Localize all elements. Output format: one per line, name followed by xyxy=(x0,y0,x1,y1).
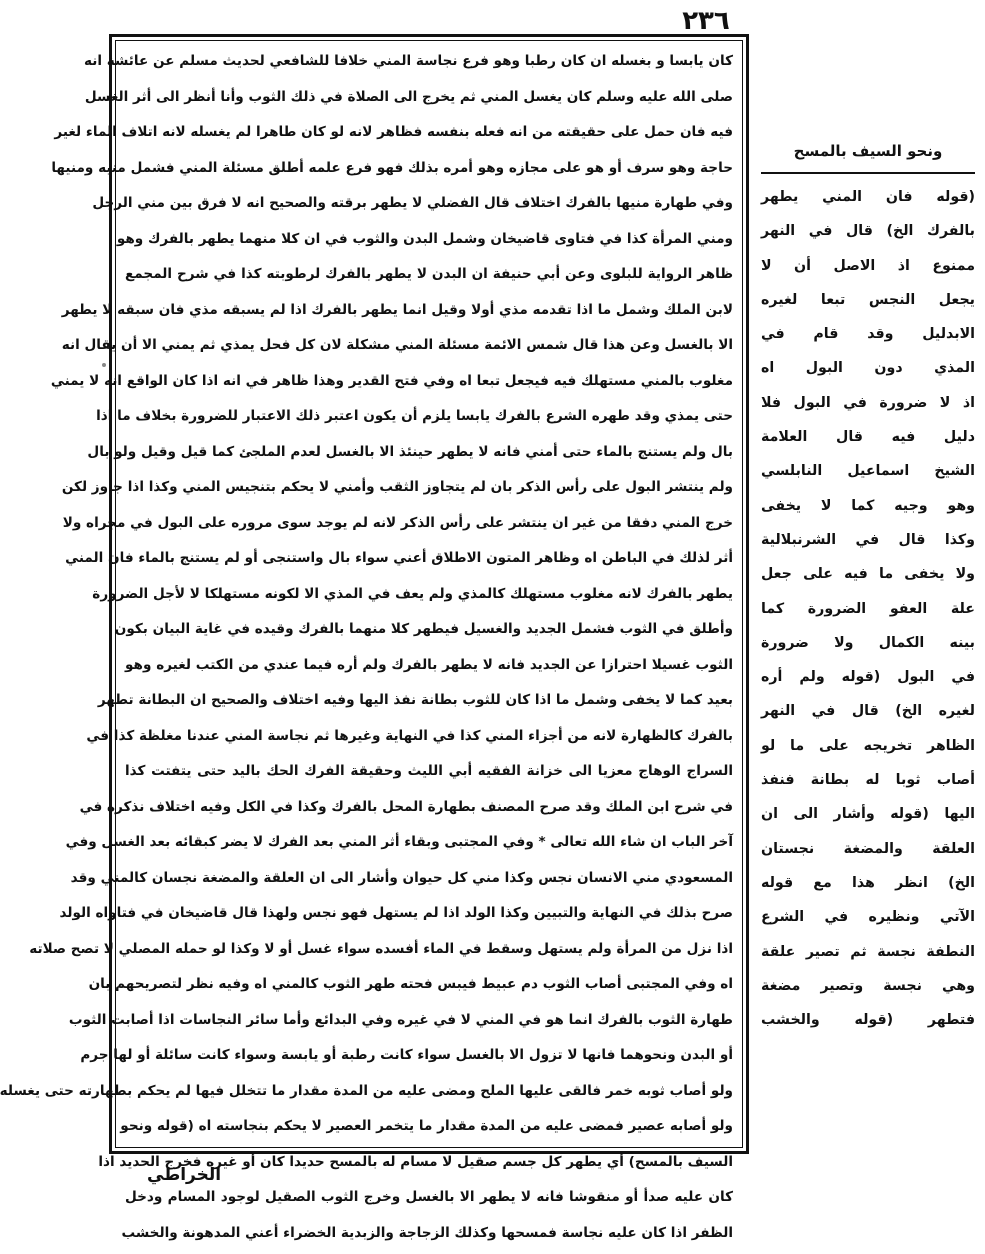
main-text-line: بال ولم يستنج بالماء حتى أمني فانه لا يطهر حينئذ الا بالغسل لعدم الملجئ كما قيل وقيل ولو بال xyxy=(87,443,733,460)
margin-line: النطفة نجسة ثم تصير علقة xyxy=(761,943,975,960)
margin-line: علة العفو الضرورة كما xyxy=(761,600,975,617)
main-text-line: ومني المرأة كذا في فتاوى قاضيخان وشمل البدن والثوب في ان كلا منهما يطهر بالفرك وهو xyxy=(116,230,733,247)
main-text-line: وأطلق في الثوب فشمل الجديد والغسيل فيطهر كلا منهما بالفرك وقيده في غاية البيان بكون xyxy=(114,621,733,637)
main-text-line: السراج الوهاج معزيا الى خزانة الفقيه أبي الليث وحقيقة الفرك الحك باليد حتى يتفتت كذا xyxy=(125,763,733,779)
main-text-line: حتى يمذي وقد طهره الشرع بالفرك يابسا يلزم أن يكون اعتبر ذلك الاعتبار للضرورة بخلاف ما اذا xyxy=(96,408,733,424)
main-text-line: المسعودي مني الانسان نجس وكذا مني كل حيوان وأشار الى ان العلقة والمضغة نجسان كالمني وقد xyxy=(70,869,733,886)
main-text-line: طهارة الثوب بالفرك انما هو في المني لا في غيره وفي البدائع وأما سائر النجاسات اذا أصابت الثوب xyxy=(68,1011,733,1028)
main-text-line: خرج المني دفقا من غير ان ينتشر على رأس الذكر لانه لم يوجد سوى مروره على البول في مجراه ولا xyxy=(62,514,733,531)
main-text-line: ظاهر الرواية للبلوى وعن أبي حنيفة ان البدن لا يطهر بالفرك لرطوبته كذا في شرح المجمع xyxy=(125,266,733,282)
margin-line: المذي دون البول اه xyxy=(761,360,975,377)
margin-line: ولا يخفى ما فيه على جعل xyxy=(761,566,975,583)
main-text-line: أثر لذلك في الباطن اه وظاهر المتون الاطلاق أعني سواء بال واستنجى أو لم يستنج بالماء فان المني xyxy=(65,550,733,566)
main-text-line: ولو أصاب ثوبه خمر فالقى عليها الملح ومضى عليه من المدة مقدار ما تتخلل فيها لم يحكم بطهارته حتى يغسله xyxy=(0,1082,733,1099)
main-text-line: كان عليه صدأ أو منقوشا فانه لا يطهر الا بالغسل وخرج الثوب الصقيل لوجود المسام ودخل xyxy=(125,1189,733,1205)
margin-line: بينه الكمال ولا ضرورة xyxy=(761,634,975,651)
main-text-line: الثوب غسيلا احترازا عن الجديد فانه لا يطهر بالفرك ولم أره فيما عندي من الكتب لغيره وهو xyxy=(125,656,733,673)
margin-line: في البول (قوله ولم أره xyxy=(761,669,975,686)
main-text-line: صلى الله عليه وسلم كان يغسل المني ثم يخرج الى الصلاة في ذلك الثوب وأنا أنظر الى أثر الغسل xyxy=(84,88,733,105)
main-text-line: وفي طهارة منيها بالفرك اختلاف قال الفضلي لا يطهر برقته والصحيح انه لا فرق بين مني الرجل xyxy=(92,195,733,211)
margin-line: أصاب ثوبا له بطانة فنفذ xyxy=(761,772,975,789)
main-text-line: فيه فان حمل على حقيقته من انه فعله بنفسه فظاهر لانه لو كان طاهرا لم يغسله لانه اتلاف الماء لغير xyxy=(54,124,733,140)
main-text-line: بالفرك كالظهارة لانه من أجزاء المني كذا في النهاية وغيرها ثم نجاسة المني عندنا مغلظة كذا في xyxy=(86,727,733,744)
main-text-line: ولم ينتشر البول على رأس الذكر بان لم يتجاوز الثقب وأمني لا يحكم بتنجيس المني وكذا اذا جاوز لكن xyxy=(61,479,733,495)
margin-line: فتطهر (قوله والخشب xyxy=(761,1012,975,1029)
margin-line: اليها (قوله وأشار الى ان xyxy=(761,806,975,823)
margin-lines xyxy=(761,180,975,1037)
margin-line: الابدليل وقد قام في xyxy=(761,326,975,343)
main-text-line: الظفر اذا كان عليه نجاسة فمسحها وكذلك الزجاجة والزبدية الخضراء أعني المدهونة والخشب xyxy=(121,1224,733,1241)
margin-line: الآتي ونظيره في الشرع xyxy=(761,909,975,926)
main-text-line: يطهر بالفرك لانه مغلوب مستهلك كالمذي ولم يعف في المذي الا لكونه مستهلكا لا لأجل الضرورة xyxy=(92,585,733,602)
main-text-line: صرح بذلك في النهاية والتبيين وكذا الولد اذا لم يستهل فهو نجس ولهذا قال قاضيخان في فتاواه الولد xyxy=(59,905,733,921)
main-text-line: السيف بالمسح) أي يطهر كل جسم صقيل لا مسام له بالمسح حديدا كان أو غيره فخرج الحديد اذا xyxy=(98,1153,733,1170)
margin-line: بالفرك الخ) قال في النهر xyxy=(761,223,975,240)
margin-line: وكذا قال في الشرنبلالية xyxy=(761,531,975,548)
margin-line: دليل فيه قال العلامة xyxy=(761,429,975,446)
margin-line: وهو وجيه كما لا يخفى xyxy=(761,497,975,514)
main-text-line: لابن الملك وشمل ما اذا تقدمه مذي أولا وقيل انما يطهر بالفرك اذا لم يسبقه مذي فان سبقه لا يطهر xyxy=(61,301,733,318)
main-text-line: اه وفي المجتبى أصاب الثوب دم عبيط فيبس فحته طهر الثوب كالمني اه وفيه نظر لتصريحهم بان xyxy=(88,976,733,992)
main-text-line: أو البدن ونحوهما فانها لا تزول الا بالغسل سواء كانت رطبة أو يابسة وسواء كانت سائلة أو لها جرم xyxy=(80,1047,733,1063)
main-text-line: ولو أصابه عصير فمضى عليه من المدة مقدار ما يتخمر العصير لا يحكم بنجاسته اه (قوله ونحو xyxy=(120,1118,733,1134)
main-text-line: حاجة وهو سرف أو هو على مجازه وهو أمره بذلك فهو فرع علمه أطلق مسئلة المني فشمل منيه ومنيها xyxy=(51,159,733,176)
catchword: الخراطي xyxy=(147,1165,222,1185)
margin-line: لغيره الخ) قال في النهر xyxy=(761,703,975,720)
margin-line: الظاهر تخريجه على ما لو xyxy=(761,737,975,754)
main-text-line: في شرح ابن الملك وقد صرح المصنف بطهارة المحل بالفرك وكذا في الكل وفيه اختلاف نذكره في xyxy=(79,798,733,815)
margin-line: العلقة والمضغة نجستان xyxy=(761,840,975,857)
main-text-line: اذا نزل من المرأة ولم يستهل وسقط في الماء أفسده سواء غسل أو لا وكذا لو حمله المصلي لا تصح صلاته xyxy=(29,940,733,957)
margin-line: يجعل النجس تبعا لغيره xyxy=(761,291,975,308)
main-text-line: آخر الباب ان شاء الله تعالى * وفي المجتبى وبقاء أثر المني بعد الفرك لا يضر كبقائه بعد الغسل وفي xyxy=(65,834,733,850)
margin-heading: ونحو السيف بالمسح xyxy=(761,130,975,174)
ink-speck xyxy=(99,360,109,370)
margin-line: اذ لا ضرورة في البول فلا xyxy=(761,394,975,411)
margin-commentary xyxy=(761,130,975,1029)
main-text-line: كان يابسا و بغسله ان كان رطبا وهو فرع نجاسة المني خلافا للشافعي لحديث مسلم عن عائشة انه xyxy=(83,53,733,69)
margin-line: (قوله فان المني يطهر xyxy=(761,189,975,205)
margin-line: الخ) انظر هذا مع قوله xyxy=(761,874,975,891)
margin-line: ممنوع اذ الاصل أن لا xyxy=(761,257,975,274)
margin-line: الشيخ اسماعيل النابلسي xyxy=(761,463,975,480)
main-text-line: مغلوب بالمني مستهلك فيه فيجعل تبعا اه وفي فتح القدير وهذا ظاهر في انه اذا كان الواقع انه لا يمني xyxy=(50,372,733,389)
page-number: ٢٣٦ xyxy=(682,6,730,36)
main-text-line: الا بالغسل وعن هذا قال شمس الائمة مسئلة المني مشكلة لان كل فحل يمذي ثم يمني الا أن يقال انه xyxy=(61,337,733,353)
main-text-line: بعيد كما لا يخفى وشمل ما اذا كان للثوب بطانة نفذ اليها وفيه اختلاف والصحيح ان البطانة تطهر xyxy=(97,692,733,708)
margin-line: وهي نجسة وتصير مضغة xyxy=(761,977,975,994)
